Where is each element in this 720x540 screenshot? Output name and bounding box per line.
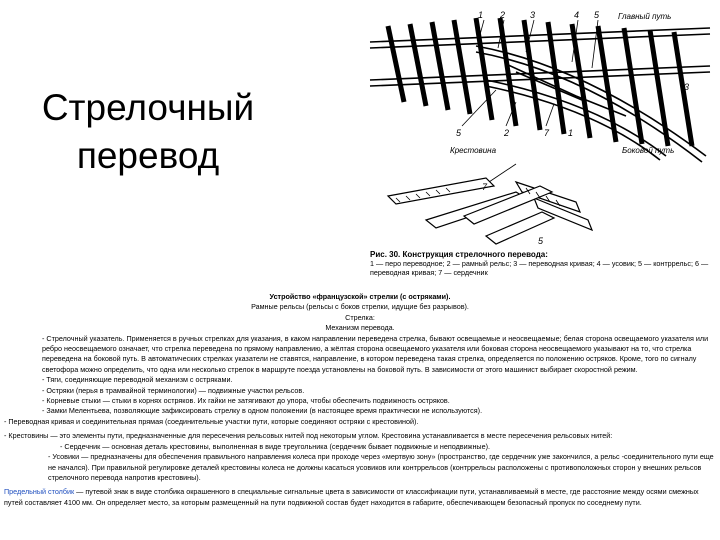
main-track-label: Главный путь	[618, 12, 672, 21]
side-track-label: Боковой путь	[622, 146, 675, 155]
crossing-detail	[388, 178, 592, 244]
frame-rails-line: Рамные рельсы (рельсы с боков стрелки, идущие без разрывов).	[251, 302, 469, 312]
figure-number-1: 1	[478, 10, 484, 20]
joints-item: - Корневые стыки — стыки в корнях остряков. Их гайки не затягивают до упора, чтобы обеспечить подвижность остряков.	[42, 396, 450, 406]
figure-number-4: 4	[574, 10, 580, 20]
crossing-label: Крестовина	[450, 146, 497, 155]
section-heading: Устройство «французской» стрелки (с остряками).	[269, 292, 451, 301]
figure-number-1b: 1	[568, 128, 574, 138]
mechanism-line: Механизм перевода.	[325, 323, 395, 333]
figure-number-3: 3	[530, 10, 536, 20]
clearance-post-link[interactable]: Предельный столбик	[4, 487, 75, 497]
frog-item: - Сердечник — основная деталь крестовины, выполненная в виде треугольника (сердечник бывает подвижные и неподвижные).	[60, 441, 490, 451]
wings-item: - Усовики — предназначены для обеспечения правильного направления колеса при проходе через «мертвую зону» (пространство, где сердечник уже закончился, а рельс -соединительного пути еще не начался). При правильной регулировке деталей крестовины колеса не должны касаться усовиков или контррельсов (контррельсы расположены с противоположных сторон у внешних рельсов стрелочного перевода напротив крестовины).	[48, 452, 714, 482]
lock-item: - Замки Мелентьева, позволяющие зафиксировать стрелку в одном положении (в настоящее время практически не используются).	[42, 406, 483, 416]
slide-title	[18, 84, 278, 180]
caption-title: Рис. 30. Конструкция стрелочного перевода:	[370, 250, 548, 259]
figure-number-5: 5	[594, 10, 600, 20]
crossings-item: - Крестовины — это элементы пути, предназначенные для пересечения рельсовых нитей под некоторым углом. Крестовина устанавливается в месте пересечения рельсовых нитей:	[4, 431, 613, 441]
figure-number-7: 7	[544, 128, 550, 138]
title-line-2: перевод	[76, 135, 220, 176]
figure-number-7b: 7	[482, 182, 488, 192]
track-drawing	[366, 6, 714, 252]
rods-item: - Тяги, соединяющие переводной механизм с остряками.	[42, 375, 233, 385]
figure-number-5c: 5	[538, 236, 544, 246]
figure-number-2: 2	[500, 10, 506, 20]
figure-caption	[370, 250, 716, 277]
curve-item: - Переводная кривая и соединительная прямая (соединительные участки пути, которые соединяют остряки с крестовиной).	[4, 416, 419, 426]
title-line-1: Стрелочный	[41, 87, 255, 128]
figure-number-3b: 3	[684, 82, 690, 92]
description-text	[4, 292, 716, 508]
figure-number-2b: 2	[504, 128, 510, 138]
caption-text: 1 — перо переводное; 2 — рамный рельс; 3 — переводная кривая; 4 — усовик; 5 — контррельс; 6 — переводная кривая; 7 — сердечник	[370, 259, 709, 277]
switch-line: Стрелка:	[345, 312, 375, 322]
figure-number-5b: 5	[456, 128, 462, 138]
clearance-post-item	[4, 487, 716, 508]
clearance-post-text: — путевой знак в виде столбика окрашенного в специальные сигнальные цвета в зависимости от классификации пути, устанавливаемый в месте, где расстояние между осями смежных путей составляет 4100 мм. Он определяет место, за которым размещенный на пути подвижной состав будет находится в габарите, обеспечивающем безопасный пропуск по соседнему пути.	[4, 487, 699, 507]
indicator-item: - Стрелочный указатель. Применяется в ручных стрелках для указания, в каком направлении переведена стрелка, бывают освещаемые и неосвещаемые; белая сторона освещаемого указателя или ребро неосвещаемого означает, что стрелка переведена по прямому направлению, а жёлтая сторона освещаемого указателя или боковая сторона неосвещаемого указывают на то, что стрелка переведена на боковой путь. В автоматических стрелках указатели не ставятся, направление, в котором переведена такая стрелка, определяется по положению остряков. Кроме, того по сигналу светофора можно определить, что одна или несколько стрелок в маршруте поезда установлены на боковой путь. В зависимости от этого машинист выбирает скоростной режим.	[42, 333, 709, 374]
points-item: - Остряки (перья в трамвайной терминологии) — подвижные участки рельсов.	[42, 385, 305, 395]
